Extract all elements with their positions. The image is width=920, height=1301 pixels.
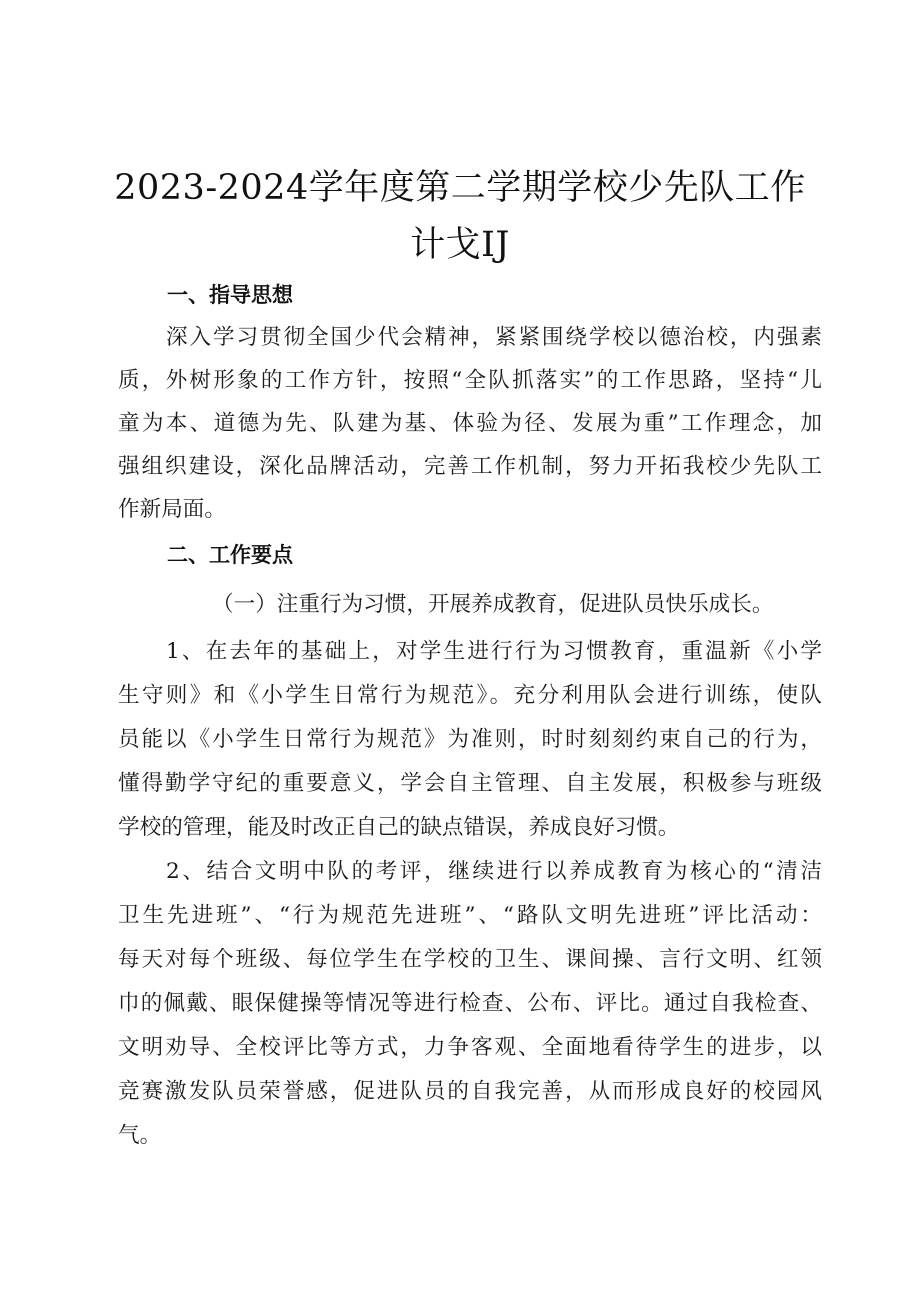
paragraph-line: 童为本、道德为先、队建为基、体验为径、发展为重”工作理念，加 bbox=[118, 411, 822, 436]
paragraph-line: 2、结合文明中队的考评，继续进行以养成教育为核心的“清洁 bbox=[166, 859, 822, 884]
paragraph-line: 每天对每个班级、每位学生在学校的卫生、课间操、言行文明、红领 bbox=[118, 947, 822, 972]
paragraph-line: 卫生先进班”、“行为规范先进班”、“路队文明先进班”评比活动： bbox=[118, 903, 822, 928]
paragraph-line: 1、在去年的基础上，对学生进行行为习惯教育，重温新《小学 bbox=[166, 639, 822, 664]
paragraph-line: 员能以《小学生日常行为规范》为准则，时时刻刻约束自己的行为， bbox=[118, 727, 822, 752]
paragraph-line: 强组织建设，深化品牌活动，完善工作机制，努力开拓我校少先队工 bbox=[118, 454, 822, 479]
paragraph-line: 气。 bbox=[118, 1123, 162, 1148]
document-title-line-2: 计戈IJ bbox=[410, 225, 510, 265]
section-heading-work-points: 二、工作要点 bbox=[167, 543, 293, 567]
document-title-line-1: 2023-2024学年度第二学期学校少先队工作 bbox=[114, 168, 806, 208]
paragraph-line: 质，外树形象的工作方针，按照“全队抓落实”的工作思路，坚持“儿 bbox=[118, 368, 822, 393]
paragraph-line: 学校的管理，能及时改正自己的缺点错误，养成良好习惯。 bbox=[118, 815, 680, 840]
paragraph-line: 竞赛激发队员荣誉感，促进队员的自我完善，从而形成良好的校园风 bbox=[118, 1079, 822, 1104]
paragraph-line: 作新局面。 bbox=[118, 497, 226, 522]
paragraph-line: 深入学习贯彻全国少代会精神，紧紧围绕学校以德治校，内强素 bbox=[166, 325, 822, 350]
paragraph-line: 懂得勤学守纪的重要意义，学会自主管理、自主发展，积极参与班级 bbox=[118, 771, 822, 796]
paragraph-line: 文明劝导、全校评比等方式，力争客观、全面地看待学生的进步，以 bbox=[118, 1035, 822, 1060]
paragraph-line: 生守则》和《小学生日常行为规范》。充分利用队会进行训练，使队 bbox=[118, 683, 822, 708]
subsection-heading: （一）注重行为习惯，开展养成教育，促进队员快乐成长。 bbox=[212, 592, 774, 617]
paragraph-line: 巾的佩戴、眼保健操等情况等进行检查、公布、评比。通过自我检查、 bbox=[118, 991, 822, 1016]
section-heading-guiding-ideology: 一、指导思想 bbox=[167, 283, 293, 307]
